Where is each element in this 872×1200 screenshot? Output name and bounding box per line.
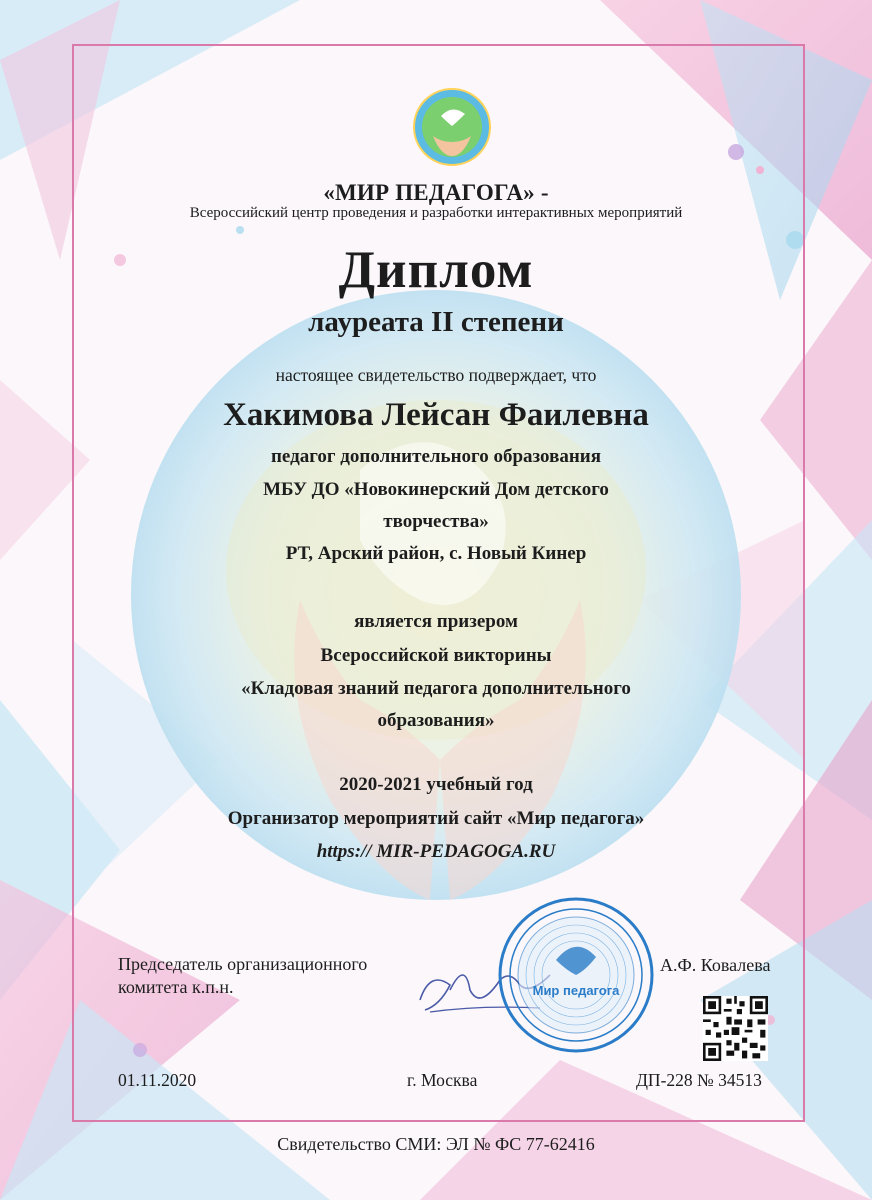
diploma-title: Диплом bbox=[338, 241, 534, 299]
confirmation-text: настоящее свидетельство подверждает, что bbox=[275, 365, 597, 385]
seal-label: Мир педагога bbox=[532, 983, 620, 998]
signatory-title bbox=[118, 953, 367, 999]
academic-year: 2020-2021 учебный год bbox=[339, 774, 533, 795]
contest-line-2: «Кладовая знаний педагога дополнительного bbox=[241, 678, 631, 699]
organization-name: «МИР ПЕДАГОГА» - bbox=[323, 180, 549, 205]
institution-location: РТ, Арский район, с. Новый Кинер bbox=[285, 543, 587, 564]
media-registration: Свидетельство СМИ: ЭЛ № ФС 77-62416 bbox=[277, 1134, 595, 1154]
qr-code-icon bbox=[703, 996, 768, 1061]
diploma-degree: лауреата II степени bbox=[308, 306, 564, 338]
signatory-title-line-2: комитета к.п.н. bbox=[118, 977, 234, 997]
recipient-position: педагог дополнительного образования bbox=[270, 446, 601, 467]
mir-pedagoga-logo bbox=[411, 86, 493, 168]
document-number: ДП-228 № 34513 bbox=[636, 1070, 762, 1090]
contest-line-3: образования» bbox=[377, 710, 495, 731]
official-seal bbox=[496, 895, 656, 1055]
contest-line-1: Всероссийской викторины bbox=[320, 645, 552, 666]
issue-date: 01.11.2020 bbox=[118, 1070, 197, 1090]
organizer-text: Организатор мероприятий сайт «Мир педагога» bbox=[227, 808, 645, 829]
recipient-name: Хакимова Лейсан Фаилевна bbox=[223, 397, 649, 433]
organization-description: Всероссийский центр проведения и разработки интерактивных мероприятий bbox=[189, 205, 683, 221]
issue-city: г. Москва bbox=[407, 1070, 478, 1090]
institution-line-1: МБУ ДО «Новокинерский Дом детского bbox=[263, 479, 609, 500]
institution-line-2: творчества» bbox=[383, 511, 489, 532]
signer-name: А.Ф. Ковалева bbox=[660, 955, 771, 975]
award-status: является призером bbox=[354, 611, 518, 632]
signatory-title-line-1: Председатель организационного bbox=[118, 954, 368, 974]
website-url: https:// MIR-PEDAGOGA.RU bbox=[316, 841, 556, 862]
